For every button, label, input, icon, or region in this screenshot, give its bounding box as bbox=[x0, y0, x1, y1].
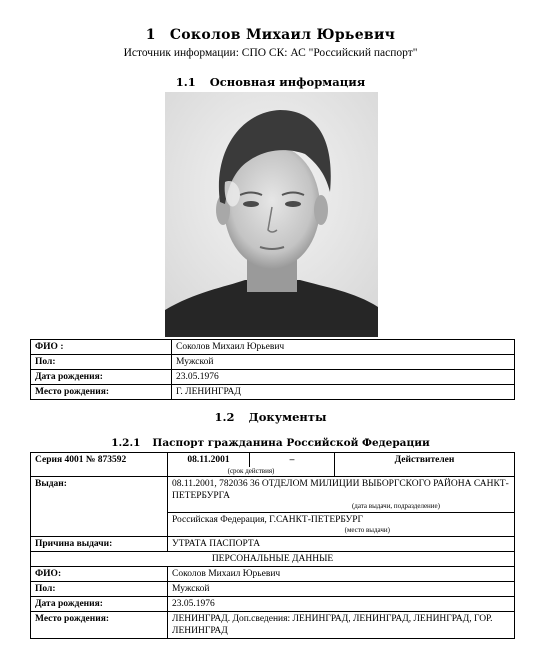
table-row bbox=[31, 385, 515, 400]
table-row bbox=[31, 370, 515, 385]
issued-label: Выдан: bbox=[31, 477, 168, 537]
field-label: ФИО : bbox=[31, 340, 172, 355]
field-value: Мужской bbox=[172, 355, 515, 370]
field-label: Пол: bbox=[31, 582, 168, 597]
reason-value: УТРАТА ПАСПОРТА bbox=[168, 537, 515, 552]
passport-series-number: Серия 4001 № 873592 bbox=[31, 453, 168, 477]
field-label: Место рождения: bbox=[31, 385, 172, 400]
place-value: Российская Федерация, Г.САНКТ-ПЕТЕРБУРГ bbox=[172, 515, 364, 525]
table-row bbox=[31, 612, 515, 639]
section-number: 1.1 bbox=[175, 75, 196, 89]
table-row bbox=[31, 597, 515, 612]
field-value: Мужской bbox=[168, 582, 515, 597]
reason-label: Причина выдачи: bbox=[31, 537, 168, 552]
personal-data-heading: ПЕРСОНАЛЬНЫЕ ДАННЫЕ bbox=[31, 552, 515, 567]
issued-caption: (дата выдачи, подразделение) bbox=[351, 502, 440, 510]
table-row bbox=[31, 552, 515, 567]
documents-heading bbox=[0, 410, 541, 424]
field-value: ЛЕНИНГРАД. Доп.сведения: ЛЕНИНГРАД, ЛЕНИНГРАД, ЛЕНИНГРАД, ГОР. ЛЕНИНГРАД bbox=[168, 612, 515, 639]
expiry-dash: – bbox=[250, 453, 335, 468]
field-value: Г. ЛЕНИНГРАД bbox=[172, 385, 515, 400]
table-row bbox=[31, 567, 515, 582]
status-badge: Действителен bbox=[335, 453, 515, 477]
person-heading bbox=[0, 27, 541, 43]
field-value: Соколов Михаил Юрьевич bbox=[168, 567, 515, 582]
section-number: 1.2 bbox=[214, 410, 235, 424]
field-label: Дата рождения: bbox=[31, 370, 172, 385]
person-photo bbox=[165, 92, 378, 337]
section-title: Основная информация bbox=[209, 75, 366, 89]
basic-info-table bbox=[30, 339, 515, 400]
field-label: Дата рождения: bbox=[31, 597, 168, 612]
issue-date: 08.11.2001 bbox=[168, 453, 250, 468]
field-label: Место рождения: bbox=[31, 612, 168, 639]
table-row bbox=[31, 355, 515, 370]
basic-info-heading bbox=[0, 75, 541, 89]
table-row bbox=[31, 340, 515, 355]
field-value: Соколов Михаил Юрьевич bbox=[172, 340, 515, 355]
place-caption: (место выдачи) bbox=[344, 526, 390, 534]
person-name: Соколов Михаил Юрьевич bbox=[169, 27, 396, 43]
table-row bbox=[31, 537, 515, 552]
section-title: Документы bbox=[248, 410, 327, 424]
section-number: 1.2.1 bbox=[111, 437, 141, 449]
table-row bbox=[31, 582, 515, 597]
source-line: Источник информации: СПО СК: АС "Российский паспорт" bbox=[123, 47, 418, 59]
passport-table bbox=[30, 452, 515, 639]
table-row bbox=[31, 477, 515, 513]
field-label: Пол: bbox=[31, 355, 172, 370]
portrait-image bbox=[165, 92, 378, 337]
passport-heading bbox=[0, 437, 541, 449]
issued-value: 08.11.2001, 782036 36 ОТДЕЛОМ МИЛИЦИИ ВЫБОРГСКОГО РАЙОНА САНКТ-ПЕТЕРБУРГА bbox=[172, 479, 509, 501]
field-value: 23.05.1976 bbox=[172, 370, 515, 385]
section-number: 1 bbox=[145, 27, 156, 43]
field-value: 23.05.1976 bbox=[168, 597, 515, 612]
table-row bbox=[31, 453, 515, 468]
field-label: ФИО: bbox=[31, 567, 168, 582]
validity-caption: (срок действия) bbox=[227, 467, 275, 475]
section-title: Паспорт гражданина Российской Федерации bbox=[152, 437, 430, 449]
